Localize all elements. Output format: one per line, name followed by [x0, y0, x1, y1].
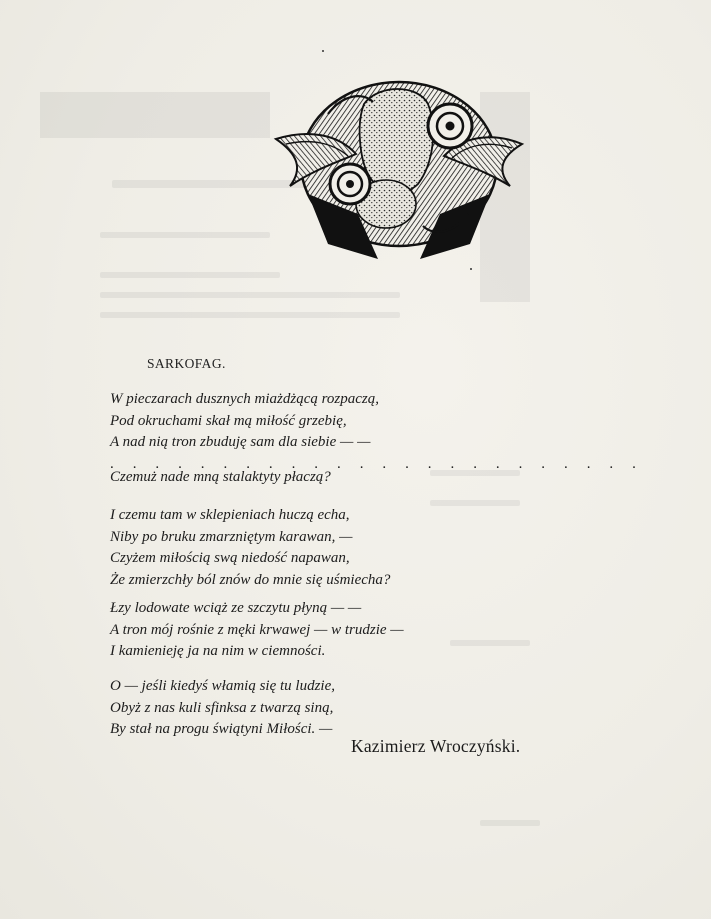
verse-line: Czemuż nade mną stalaktyty płaczą?: [110, 469, 331, 485]
verse-line: I kamienieję ja na nim w ciemności.: [110, 643, 326, 659]
ink-speck: [322, 50, 324, 52]
woodcut-sphinx-vignette-icon: [268, 74, 530, 264]
bleed-through-line: [450, 640, 530, 646]
verse-line: A tron mój rośnie z męki krwawej — w trudzie —: [110, 621, 404, 638]
bleed-through-line: [100, 272, 280, 278]
verse-line: Łzy lodowate wciąż ze szczytu płyną — —: [110, 600, 362, 616]
bleed-through-line: [480, 820, 540, 826]
stanza-1: [110, 389, 379, 454]
bleed-through-line: [100, 292, 400, 298]
verse-line: A nad nią tron zbuduję sam dla siebie — —: [110, 434, 371, 450]
stanza-5: [110, 676, 335, 741]
author-name: Kazimierz Wroczyński.: [351, 736, 521, 756]
stanza-2: [110, 467, 331, 489]
verse-line: Niby po bruku zmarzniętym karawan, —: [110, 528, 353, 545]
bleed-through-line: [430, 500, 520, 506]
ink-speck: [470, 268, 472, 270]
verse-line: I czemu tam w sklepieniach huczą echa,: [110, 507, 350, 523]
stanza-3: [110, 505, 390, 591]
verse-line: Pod okruchami skał mą miłość grzebię,: [110, 412, 347, 429]
ellipsis-dots: . . . . . . . . . . . . . . . . . . . . . . . .: [110, 456, 644, 472]
bleed-through-line: [100, 312, 400, 318]
bleed-through-line: [100, 232, 270, 238]
bleed-through-header: [40, 92, 270, 138]
verse-line: By stał na progu świątyni Miłości. —: [110, 721, 333, 737]
verse-line: Obyż z nas kuli sfinksa z twarzą siną,: [110, 699, 334, 716]
verse-line: Czyżem miłością swą niedość napawan,: [110, 550, 350, 566]
verse-line: W pieczarach dusznych miażdżącą rozpaczą,: [110, 391, 379, 407]
stanza-4: [110, 598, 404, 663]
verse-line: Że zmierzchły ból znów do mnie się uśmiecha?: [110, 571, 391, 588]
poem-title: SARKOFAG.: [147, 356, 226, 371]
verse-line: O — jeśli kiedyś włamią się tu ludzie,: [110, 678, 335, 694]
